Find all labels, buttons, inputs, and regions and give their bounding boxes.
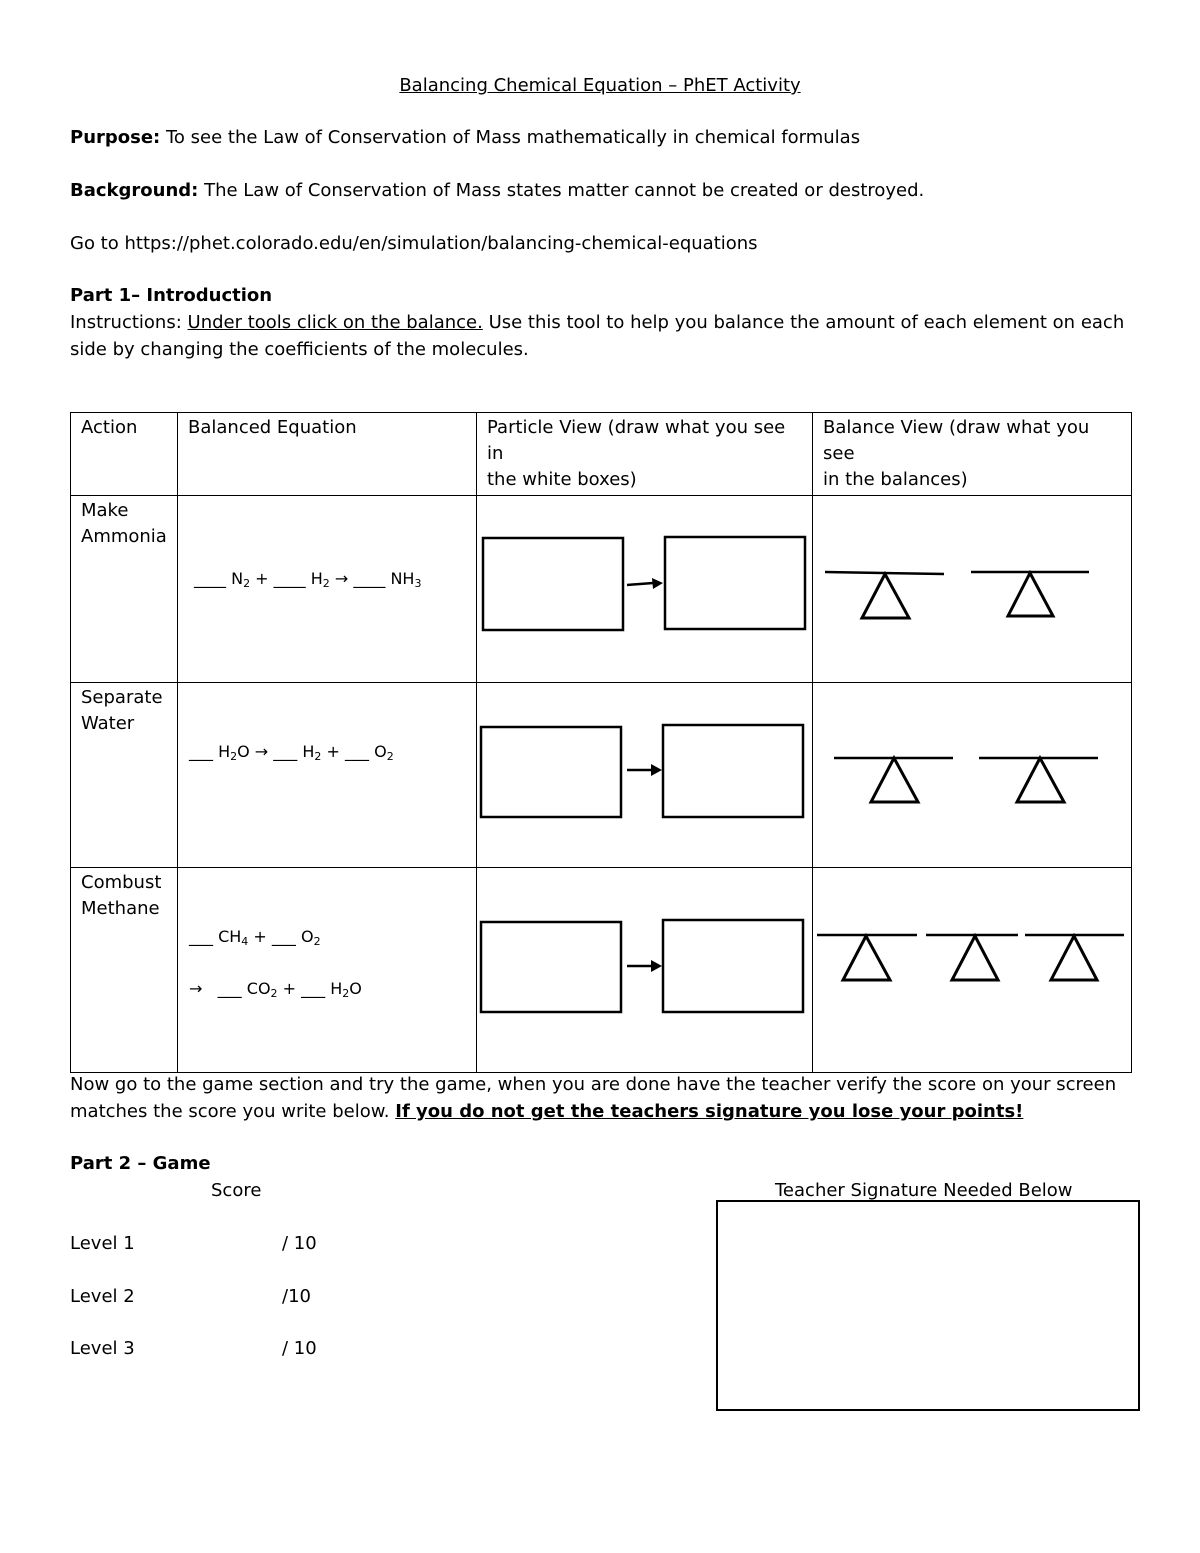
level-2-score[interactable]: /10 [282, 1286, 311, 1307]
purpose-text: To see the Law of Conservation of Mass mathematically in chemical formulas [160, 127, 861, 148]
particle-cell [477, 496, 813, 683]
product-box[interactable] [663, 920, 803, 1012]
balance-cell [813, 496, 1132, 683]
balance-cell [813, 868, 1132, 1073]
level-1-score[interactable]: / 10 [282, 1233, 317, 1254]
particle-cell [477, 868, 813, 1073]
level-3-score[interactable]: / 10 [282, 1338, 317, 1359]
product-box[interactable] [665, 537, 805, 629]
background-label: Background: [70, 180, 199, 201]
purpose-label: Purpose: [70, 127, 161, 148]
reactant-box[interactable] [483, 538, 623, 630]
balance-drawings [813, 683, 1132, 868]
particle-view-boxes [477, 496, 813, 683]
page-title: Balancing Chemical Equation – PhET Activity [399, 75, 801, 96]
level-2-label: Level 2 [70, 1286, 135, 1307]
balance-drawings [813, 868, 1132, 1073]
score-label: Score [211, 1180, 262, 1201]
arrow-head-icon [651, 764, 662, 776]
instructions-text: Use this tool to help you balance the amount of each element on each [482, 312, 1125, 333]
product-box[interactable] [663, 725, 803, 817]
equation-cell [178, 683, 477, 868]
balance-icon [971, 572, 1089, 616]
background-line [70, 177, 924, 204]
header-action: Action [71, 413, 178, 496]
table-row [71, 868, 1132, 1073]
equation-methane-products[interactable]: → ___ CO2 + ___ H2O [189, 979, 362, 1000]
signature-warning: If you do not get the teachers signature you lose your points! [395, 1101, 1024, 1122]
teacher-signature-box[interactable] [716, 1200, 1140, 1411]
arrow-head-icon [651, 960, 662, 972]
equation-water[interactable]: ___ H2O → ___ H2 + ___ O2 [189, 742, 394, 763]
reactant-box[interactable] [481, 922, 621, 1012]
instructions-link: Under tools click on the balance. [187, 312, 483, 333]
balance-icon [817, 935, 917, 980]
level-1-label: Level 1 [70, 1233, 135, 1254]
particle-view-boxes [477, 683, 813, 868]
goto-line[interactable]: Go to https://phet.colorado.edu/en/simulation/balancing-chemical-equations [70, 233, 758, 254]
reactant-box[interactable] [481, 727, 621, 817]
table-row [71, 683, 1132, 868]
background-text: The Law of Conservation of Mass states matter cannot be created or destroyed. [198, 180, 925, 201]
equation-ammonia[interactable]: ____ N2 + ____ H2 → ____ NH3 [194, 569, 422, 590]
header-balance: Balance View (draw what you see in the balances) [813, 413, 1132, 496]
signature-label: Teacher Signature Needed Below [775, 1180, 1073, 1201]
action-cell: Make Ammonia [71, 496, 178, 683]
particle-view-boxes [477, 868, 813, 1073]
balance-cell [813, 683, 1132, 868]
purpose-line [70, 124, 860, 151]
balance-icon [926, 935, 1018, 980]
action-cell: Combust Methane [71, 868, 178, 1073]
activity-table [70, 412, 1132, 1073]
game-instructions-line-1: Now go to the game section and try the game, when you are done have the teacher verify the score on your screen [70, 1074, 1117, 1095]
header-equation: Balanced Equation [178, 413, 477, 496]
arrow-head-icon [652, 578, 663, 589]
table-row [71, 496, 1132, 683]
balance-icon [1025, 935, 1124, 980]
particle-cell [477, 683, 813, 868]
game-instructions-line-2 [70, 1098, 1023, 1125]
balance-icon [979, 758, 1098, 802]
equation-methane-reactants[interactable]: ___ CH4 + ___ O2 [189, 927, 321, 948]
instructions-line-1 [70, 309, 1124, 336]
instructions-label: Instructions: [70, 312, 188, 333]
balance-icon [825, 572, 944, 618]
game-instructions-text: matches the score you write below. [70, 1101, 396, 1122]
instructions-line-2: side by changing the coefficients of the molecules. [70, 339, 529, 360]
balance-drawings [813, 496, 1132, 683]
equation-cell [178, 868, 477, 1073]
table-header-row [71, 413, 1132, 496]
arrow-icon [627, 583, 653, 585]
header-particle: Particle View (draw what you see in the white boxes) [477, 413, 813, 496]
level-3-label: Level 3 [70, 1338, 135, 1359]
part2-heading: Part 2 – Game [70, 1153, 211, 1174]
balance-icon [834, 758, 953, 802]
part1-heading: Part 1– Introduction [70, 285, 273, 306]
action-cell: Separate Water [71, 683, 178, 868]
equation-cell [178, 496, 477, 683]
